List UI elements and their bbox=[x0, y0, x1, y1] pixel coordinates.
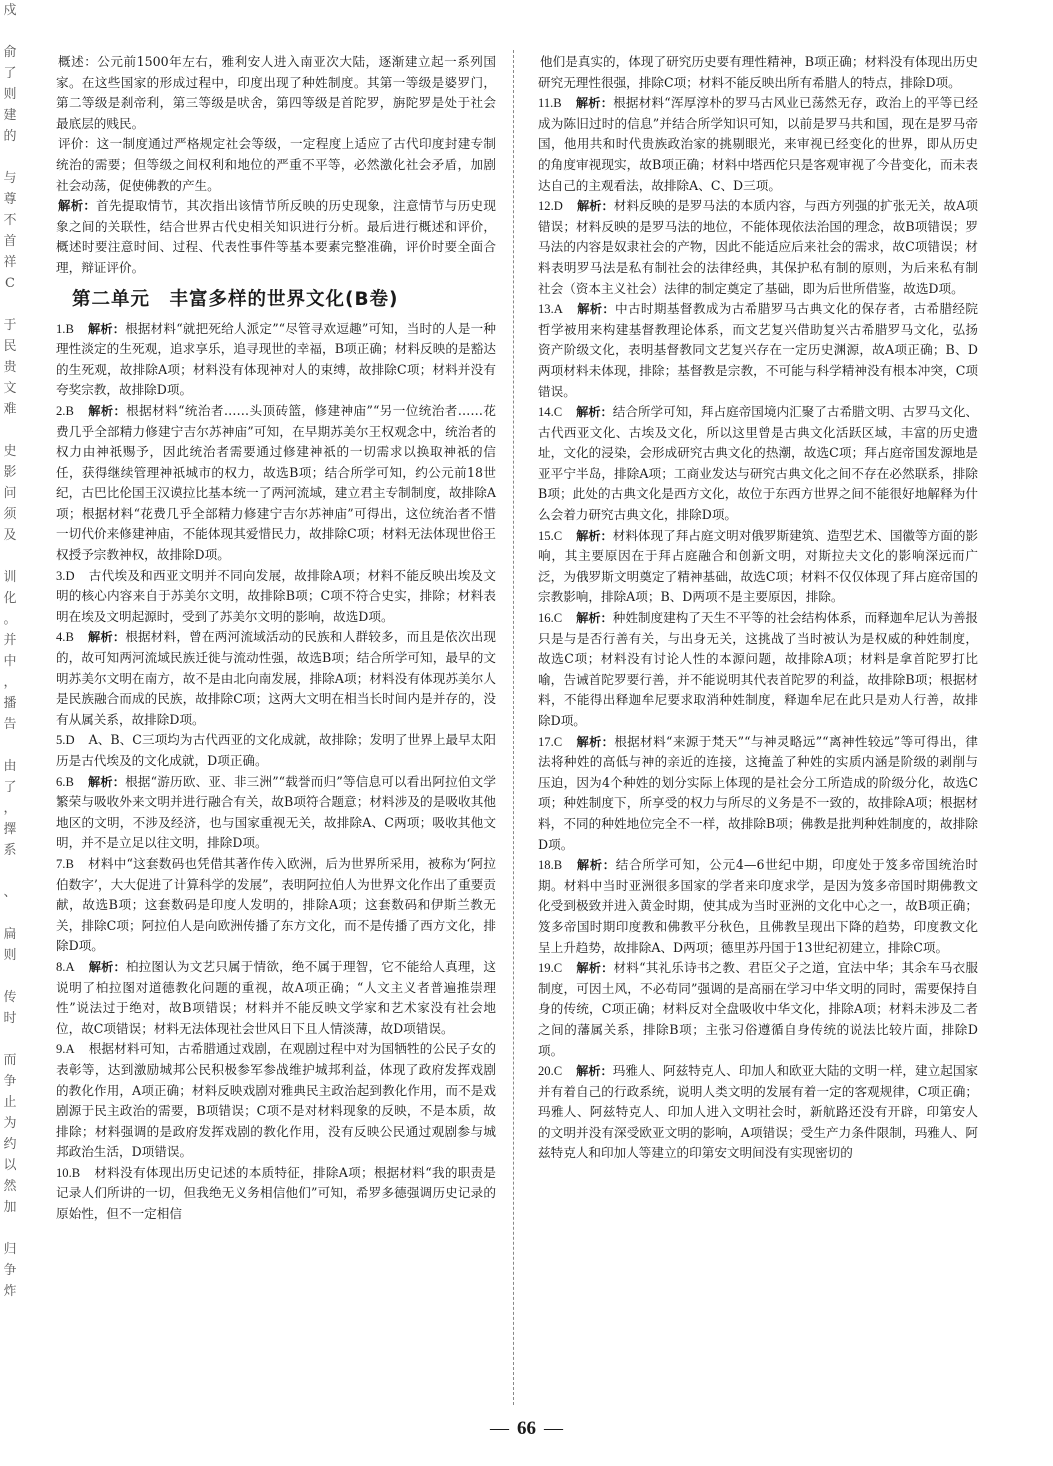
item-number: 20. bbox=[538, 1064, 554, 1079]
edge-char: 归 bbox=[3, 1242, 17, 1257]
item-answer: B bbox=[65, 403, 74, 418]
edge-char: 文 bbox=[3, 381, 17, 396]
edge-char: 训 bbox=[3, 570, 17, 585]
edge-char: 与 bbox=[3, 171, 17, 186]
edge-char: 以 bbox=[3, 1158, 17, 1173]
edge-char: 化 bbox=[3, 591, 17, 606]
answer-item bbox=[538, 526, 978, 608]
item-answer: B bbox=[65, 630, 74, 645]
answer-item bbox=[56, 319, 496, 401]
edge-char: 则 bbox=[3, 87, 17, 102]
edge-char bbox=[0, 21, 20, 42]
item-number: 5. bbox=[56, 733, 66, 748]
item-explanation: 根据材料“浑厚淳朴的罗马古风业已荡然无存，政治上的平等已经成为陈旧过时的信息”并结合所学知识可知，以前是罗马共和国，现在是罗马帝国，他用共和时代贵族政治家的挑剔眼光，来审视已经变化的世界，即从历史的角度审视现实，故B项正确；材料中塔西佗只是客观审视了今昔变化，而未表达自己的主观看法，故排除A、C、D三项。 bbox=[538, 95, 978, 193]
answer-item bbox=[538, 958, 978, 1061]
item-number: 14. bbox=[538, 405, 554, 420]
unit-title: 第二单元 丰富多样的世界文化(B卷) bbox=[72, 288, 399, 310]
edge-char bbox=[0, 966, 20, 987]
item-number: 15. bbox=[538, 528, 554, 543]
page-number bbox=[0, 1418, 1053, 1440]
item-number: 4. bbox=[56, 630, 66, 645]
edge-char: 时 bbox=[3, 1011, 17, 1026]
edge-char bbox=[0, 903, 20, 924]
edge-char bbox=[0, 1218, 20, 1239]
intro-text: 首先提取情节，其次指出该情节所反映的历史现象，注意情节与历史现象之间的关联性，结合世界古代史相关知识进行分析。最后进行概述和评价，概述时要注意时间、过程、代表性事件等基本要素完整准确，评价时要全面合理，辩证评价。 bbox=[56, 198, 497, 275]
analysis-label: 解析： bbox=[576, 858, 616, 873]
edge-char: 史 bbox=[3, 444, 17, 459]
edge-char: 争 bbox=[3, 1074, 17, 1089]
item-explanation: 材料反映的是罗马法的本质内容，与西方列强的扩张无关，故A项错误；材料反映的是罗马法的地位，不能体现依法治国的理念，故B项错误；罗马法的内容是奴隶社会的产物，因此不能适应后来社会的需求，故C项错误；材料表明罗马法是私有制社会的法律经典，其保护私有制的原则，为后来私有制社会（资本主义社会）法律的制定奠定了基础，即为后世所借鉴，故选D项。 bbox=[538, 198, 978, 296]
edge-char: 了 bbox=[3, 66, 17, 81]
edge-char bbox=[0, 1029, 20, 1050]
item-explanation: 玛雅人、阿兹特克人、印加人和欧亚大陆的文明一样，建立起国家并有着自己的行政系统，说明人类文明的发展有着一定的客观规律，C项正确；玛雅人、阿兹特克人、印加人进入文明社会时，新航路还没有开辟，印第安人的文明并没有深受欧亚文明的影响，A项错误；受生产力条件限制，玛雅人、阿兹特克人和印加人等建立的印第安文明间没有实现密切的 bbox=[538, 1063, 979, 1161]
item-number: 7. bbox=[56, 856, 66, 871]
answer-item bbox=[538, 196, 978, 299]
left-column bbox=[56, 52, 496, 1225]
edge-char: 由 bbox=[3, 759, 17, 774]
continued-text: 他们是真实的，体现了研究历史要有理性精神，B项正确；材料没有体现出历史研究无理性很强，排除C项；材料不能反映出所有希腊人的特点，排除D项。 bbox=[538, 54, 978, 90]
answer-item bbox=[538, 1061, 978, 1164]
edge-char bbox=[0, 294, 20, 315]
page-number-value: 66 bbox=[517, 1418, 536, 1439]
edge-char: 止 bbox=[3, 1095, 17, 1110]
page-number-dash-left: — bbox=[490, 1418, 509, 1439]
item-answer: A bbox=[65, 959, 75, 974]
item-answer: C bbox=[553, 611, 563, 626]
edge-char bbox=[0, 147, 20, 168]
answer-item bbox=[538, 299, 978, 402]
page-number-dash-right: — bbox=[544, 1418, 563, 1439]
item-answer: C bbox=[553, 528, 563, 543]
edge-char: ， bbox=[3, 675, 17, 690]
left-edge-text bbox=[0, 0, 20, 1466]
intro-paragraph bbox=[56, 52, 496, 134]
item-number: 10. bbox=[56, 1165, 72, 1180]
item-explanation: 种姓制度建构了天生不平等的社会结构体系，而释迦牟尼认为善报只是与是否行善有关，与出身无关，这挑战了当时被认为是权威的种姓制度，故选C项；材料没有讨论人性的本源问题，故排除A项；材料是拿首陀罗打比喻，告诫首陀罗要行善，并不能说明其代表首陀罗的利益，故排除B项；根据材料，不能得出释迦牟尼要求取消种姓制度，释迦牟尼在此只是劝人行善，故排除D项。 bbox=[538, 610, 979, 728]
item-number: 19. bbox=[538, 961, 554, 976]
item-number: 3. bbox=[56, 568, 66, 583]
edge-char: 告 bbox=[3, 717, 17, 732]
item-explanation: 根据材料，曾在两河流域活动的民族和人群较多，而且是依次出现的，故可知两河流域民族迁徙与流动性强，故选B项；结合所学可知，最早的文明苏美尔文明在南方，故不是由北向南发展，排除A项；材料没有体现苏美尔人是民族融合而成的民族，故排除C项；这两大文明在相当长时间内是并存的，没有从属关系，故排除D项。 bbox=[56, 629, 497, 727]
edge-char: 贵 bbox=[3, 360, 17, 375]
item-number: 17. bbox=[538, 734, 554, 749]
edge-char: 、 bbox=[3, 885, 17, 900]
edge-char: C bbox=[5, 276, 15, 291]
item-number: 9. bbox=[56, 1042, 66, 1057]
item-number: 1. bbox=[56, 321, 66, 336]
edge-char: 难 bbox=[3, 402, 17, 417]
item-number: 16. bbox=[538, 611, 554, 626]
item-number: 18. bbox=[538, 858, 554, 873]
analysis-label: 解析： bbox=[576, 528, 613, 543]
right-column bbox=[538, 52, 978, 1164]
analysis-label: 解析： bbox=[576, 1064, 613, 1079]
analysis-label: 解析： bbox=[87, 774, 126, 789]
edge-char: 约 bbox=[3, 1137, 17, 1152]
edge-char: 不 bbox=[3, 213, 17, 228]
edge-char: 中 bbox=[3, 654, 17, 669]
intro-paragraph bbox=[56, 134, 496, 196]
item-number: 8. bbox=[56, 959, 66, 974]
edge-char: 加 bbox=[3, 1200, 17, 1215]
edge-char bbox=[0, 861, 20, 882]
item-answer: B bbox=[71, 1165, 81, 1180]
edge-char: 须 bbox=[3, 507, 17, 522]
item-answer: C bbox=[553, 961, 563, 976]
item-number: 2. bbox=[56, 403, 66, 418]
edge-char: 炸 bbox=[3, 1284, 17, 1299]
intro-paragraph bbox=[56, 196, 496, 278]
item-answer: B bbox=[65, 856, 74, 871]
analysis-label: 解析： bbox=[58, 198, 97, 214]
edge-char: 擇 bbox=[3, 822, 17, 837]
edge-char bbox=[0, 735, 20, 756]
edge-char: 而 bbox=[3, 1053, 17, 1068]
edge-char: 戍 bbox=[3, 3, 17, 18]
edge-char: 则 bbox=[3, 948, 17, 963]
item-explanation: 根据材料可知，古希腊通过戏剧，在观剧过程中对为国牺牲的公民子女的表彰等，达到激励城邦公民积极参军参战维护城邦利益，体现了政府发挥戏剧的教化作用，A项正确；材料反映戏剧对雅典民主政治起到教化作用，而不是戏剧源于民主政治的需要，B项错误；C项不是对材料现象的反映，不是本质，故排除；材料强调的是政府发挥戏剧的教化作用，没有反映公民通过观剧参与城邦政治生活，D项错误。 bbox=[56, 1041, 496, 1160]
edge-char: 系 bbox=[3, 843, 17, 858]
item-answer: D bbox=[553, 199, 563, 214]
edge-char: 尊 bbox=[3, 192, 17, 207]
answer-item bbox=[538, 608, 978, 732]
item-answer: A bbox=[65, 1042, 75, 1057]
edge-char: 。 bbox=[3, 612, 17, 627]
item-answer: D bbox=[65, 733, 75, 748]
answer-item bbox=[56, 730, 496, 771]
item-answer: B bbox=[65, 321, 74, 336]
item-number: 13. bbox=[538, 302, 554, 317]
answer-item bbox=[56, 1163, 496, 1225]
answer-item bbox=[56, 627, 496, 730]
analysis-label: 解析： bbox=[576, 734, 615, 749]
column-divider bbox=[513, 50, 514, 1405]
edge-char: 问 bbox=[3, 486, 17, 501]
item-answer: C bbox=[553, 1064, 563, 1079]
item-explanation: 结合所学可知，拜占庭帝国境内汇聚了古希腊文明、古罗马文化、古代西亚文化、古埃及文化，所以这里曾是古典文化活跃区域，丰富的历史遗址，文化的浸染，会形成研究古典文化的热潮，故选C项；拜占庭帝国发源地是亚平宁半岛，排除A项；工商业发达与研究古典文化之间不存在必然联系，排除B项；此处的古典文化是西方文化，故位于东西方世界之间不能很好地解释为什么会着力研究古典文化，排除D项。 bbox=[538, 404, 979, 523]
edge-char: 了 bbox=[3, 780, 17, 795]
edge-char: 首 bbox=[3, 234, 17, 249]
item-explanation: 材料体现了拜占庭文明对俄罗斯建筑、造型艺术、国徽等方面的影响，其主要原因在于拜占庭融合和创新文明，对斯拉夫文化的影响深远而广泛，为俄罗斯文明奠定了精神基础，故选C项；材料不仅仅体现了拜占庭帝国的宗教影响，排除A项；B、D两项不是主要原因，排除。 bbox=[538, 527, 979, 605]
edge-char: 及 bbox=[3, 528, 17, 543]
item-explanation: 材料“其礼乐诗书之教、君臣父子之道，宜法中华；其余车马衣服制度，可因土风，不必苟同”强调的是高丽在学习中华文明的同时，需要保持自身的传统，C项正确；材料反对全盘吸收中华文化，排除A项；材料未涉及二者之间的藩属关系，排除B项；主张习俗遵循自身传统的说法比较片面，排除D项。 bbox=[538, 960, 978, 1058]
analysis-label: 解析： bbox=[87, 321, 126, 336]
answer-item bbox=[538, 93, 978, 196]
answer-item bbox=[538, 855, 978, 958]
item-explanation: 材料中“这套数码也凭借其著作传入欧洲，后为世界所采用，被称为‘阿拉伯数字’，大大促进了计算科学的发展”，表明阿拉伯人为世界文化作出了重要贡献，故选B项；这套数码是印度人发明的，排除A项；这套数码和伊斯兰教无关，排除C项；阿拉伯人是向欧洲传播了东方文化，而不是传播了西方文化，排除D项。 bbox=[56, 855, 496, 954]
item-explanation: 结合所学可知，公元4—6世纪中期，印度处于笈多帝国统治时期。材料中当时亚洲很多国家的学者来印度求学，是因为笈多帝国时期佛教文化受到极致并进入黄金时期，使其成为当时亚洲的文化中心之一，故B项正确；笈多帝国时期印度教和佛教平分秋色，且佛教呈现出下降的趋势，印度教文化呈上升趋势，故排除A、D两项；德里苏丹国于13世纪初建立，排除C项。 bbox=[538, 857, 979, 955]
item-explanation: 根据材料“统治者……头顶砖篮，修建神庙”“另一位统治者……花费几乎全部精力修建宁吉尔苏神庙”可知，在早期苏美尔王权观念中，统治者的权力由神祇赐予，因此统治者需要通过修建神祇的一切需求以换取神祇的信任，获得继续管理神祇城市的权力，故选B项；结合所学可知，约公元前18世纪，古巴比伦国王汉谟拉比基本统一了两河流域，建立君主专制制度，故排除A项；根据材料“花费几乎全部精力修建宁吉尔苏神庙”可得出，这位统治者不惜一切代价来修建神庙，不能体现其爱惜民力，故排除C项；材料无法体现世俗王权授予宗教神权，故排除D项。 bbox=[56, 402, 496, 563]
analysis-label: 解析： bbox=[576, 302, 615, 317]
intro-text: 评价：这一制度通过严格规定社会等级，一定程度上适应了古代印度封建专制统治的需要；但等级之间权利和地位的严重不平等，必然激化社会矛盾，加剧社会动荡，促使佛教的产生。 bbox=[56, 136, 496, 193]
edge-char: 然 bbox=[3, 1179, 17, 1194]
item-explanation: A、B、C三项均为古代西亚的文化成就，故排除；发明了世界上最早太阳历是古代埃及的文化成就，D项正确。 bbox=[56, 732, 496, 768]
item-answer: B bbox=[65, 774, 74, 789]
edge-char: 并 bbox=[3, 633, 17, 648]
edge-char: 俞 bbox=[3, 45, 17, 60]
edge-char bbox=[0, 546, 20, 567]
answer-item bbox=[56, 1039, 496, 1163]
item-answer: D bbox=[65, 568, 75, 583]
answer-item bbox=[56, 854, 496, 957]
analysis-label: 解析： bbox=[576, 199, 614, 214]
item-answer: B bbox=[553, 858, 563, 873]
item-explanation: 柏拉图认为文艺只属于情欲，绝不属于理智，它不能给人真理，这说明了柏拉图对道德教化问题的重视，故A项正确；“人文主义者普遍推崇理性”说法过于绝对，故B项错误；材料并不能反映文学家和艺术家没有社会地位，故C项错误；材料无法体现社会世风日下且人情淡薄，故D项错误。 bbox=[56, 958, 497, 1036]
item-explanation: 古代埃及和西亚文明并不同向发展，故排除A项；材料不能反映出埃及文明的核心内容来自于苏美尔文明，故排除B项；C项不符合史实，排除；材料表明在埃及文明起源时，受到了苏美尔文明的影响，故选D项。 bbox=[56, 567, 496, 624]
edge-char: 建 bbox=[3, 108, 17, 123]
analysis-label: 解析： bbox=[87, 403, 127, 418]
item-explanation: 材料没有体现出历史记述的本质特征，排除A项；根据材料“我的职责是记录人们所讲的一切，但我绝无义务相信他们”可知，希罗多德强调历史记录的原始性，但不一定相信 bbox=[56, 1164, 496, 1222]
edge-char: 播 bbox=[3, 696, 17, 711]
edge-char: 影 bbox=[3, 465, 17, 480]
analysis-label: 解析： bbox=[575, 96, 614, 111]
edge-char: 的 bbox=[3, 129, 17, 144]
answer-item bbox=[56, 566, 496, 628]
answer-item bbox=[56, 772, 496, 854]
item-explanation: 中古时期基督教成为古希腊罗马古典文化的保存者，古希腊经院哲学被用来构建基督教理论体系，而文艺复兴借助复兴古希腊罗马文化，弘扬资产阶级文化，表明基督教同文艺复兴存在一定历史渊源，故A项正确；B、D两项材料未体现，排除；基督教是宗教，不可能与科学精神没有根本冲突，C项错误。 bbox=[538, 301, 979, 399]
edge-char: ， bbox=[3, 801, 17, 816]
edge-char: 于 bbox=[3, 318, 17, 333]
answer-item bbox=[56, 401, 496, 566]
item-number: 11. bbox=[538, 96, 554, 111]
analysis-label: 解析： bbox=[87, 630, 126, 645]
answer-item bbox=[538, 732, 978, 856]
item-explanation: 根据材料“就把死给人派定”“尽管寻欢逗趣”可知，当时的人是一种理性淡定的生死观，追求享乐，追寻现世的幸福，B项正确；材料反映的是豁达的生死观，故排除A项；材料没有体现神对人的束缚，故排除C项；材料并没有夸奖宗教，故排除D项。 bbox=[56, 320, 496, 398]
item-explanation: 根据材料“来源于梵天”“与神灵略远”“离神性较远”等可得出，律法将种姓的高低与神的亲近的连接，这掩盖了种姓的实质内涵是阶级的剥削与压迫，因为4个种姓的划分实际上体现的是社会分工所造成的阶级分化，故选C项；种姓制度下，所享受的权力与所尽的义务是不一致的，故排除A项；根据材料，不同的种姓地位完全不一样，故排除B项；佛教是批判种姓制度的，故排除D项。 bbox=[538, 733, 978, 852]
item-answer: B bbox=[553, 96, 562, 111]
analysis-label: 解析： bbox=[88, 959, 126, 974]
item-answer: C bbox=[553, 405, 563, 420]
edge-char bbox=[0, 420, 20, 441]
intro-text: 概述：公元前1500年左右，雅利安人进入南亚次大陆，逐渐建立起一系列国家。在这些国家的形成过程中，印度出现了种姓制度。其第一等级是婆罗门，第二等级是刹帝利，第三等级是吠舍，第四等级是首陀罗，旃陀罗是处于社会最底层的贱民。 bbox=[56, 54, 496, 131]
item-number: 12. bbox=[538, 199, 554, 214]
edge-char: 民 bbox=[3, 339, 17, 354]
edge-char: 争 bbox=[3, 1263, 17, 1278]
answer-item bbox=[538, 402, 978, 526]
item-explanation: 根据“游历欧、亚、非三洲”“载誉而归”等信息可以看出阿拉伯文学繁荣与吸收外来文明并进行融合有关，故B项符合题意；材料涉及的是吸收其他地区的文明，不涉及经济，也与国家重视无关，故排除A、C两项；吸收其他文明，并不是立足以往文明，排除D项。 bbox=[56, 773, 496, 851]
analysis-label: 解析： bbox=[576, 961, 614, 976]
analysis-label: 解析： bbox=[576, 405, 613, 420]
answer-item bbox=[56, 957, 496, 1039]
edge-char: 传 bbox=[3, 990, 17, 1005]
edge-char: 祥 bbox=[3, 255, 17, 270]
analysis-label: 解析： bbox=[576, 611, 613, 626]
item-answer: C bbox=[553, 734, 563, 749]
item-answer: A bbox=[553, 302, 563, 317]
edge-char: 为 bbox=[3, 1116, 17, 1131]
edge-char: 扁 bbox=[3, 927, 17, 942]
item-number: 6. bbox=[56, 774, 66, 789]
